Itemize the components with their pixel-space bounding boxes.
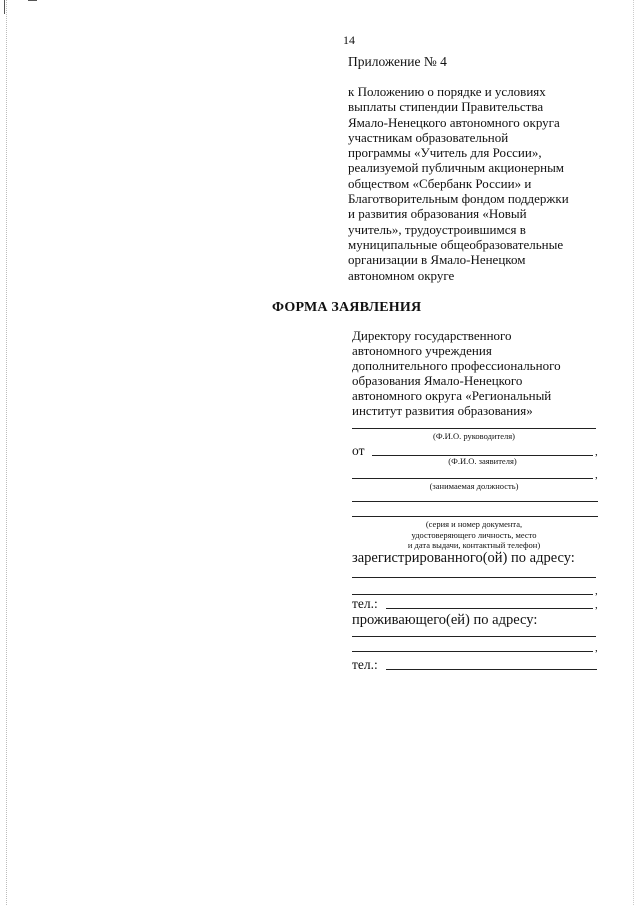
appendix-line: программы «Учитель для России», <box>348 145 542 161</box>
addressee-line: автономного округа «Региональный <box>352 388 552 403</box>
head-name-caption: (Ф.И.О. руководителя) <box>433 431 515 441</box>
phone-label-1: тел.: <box>352 596 378 611</box>
appendix-line: реализуемой публичным акционерным <box>348 160 565 176</box>
scan-edge-left <box>6 0 8 905</box>
page-number: 14 <box>343 33 355 47</box>
appendix-description <box>348 84 603 283</box>
document-field-line-2[interactable] <box>352 516 598 517</box>
applicant-name-caption: (Ф.И.О. заявителя) <box>448 456 517 466</box>
document-caption-line: (серия и номер документа, <box>425 519 523 529</box>
from-label: от <box>352 443 365 458</box>
addressee-block <box>352 328 561 418</box>
document-field-line-1[interactable] <box>352 501 598 502</box>
scan-mark-top <box>28 0 37 1</box>
residing-address-label: проживающего(ей) по адресу: <box>352 612 538 628</box>
phone-label-2: тел.: <box>352 657 378 672</box>
appendix-line: муниципальные общеобразовательные <box>348 236 564 252</box>
appendix-title: Приложение № 4 <box>348 54 447 69</box>
registered-address-field-2[interactable] <box>352 594 593 595</box>
phone-comma-1: , <box>595 599 598 611</box>
registered-address-field-1[interactable] <box>352 577 596 578</box>
addressee-line: образования Ямало-Ненецкого <box>352 373 523 388</box>
registered-address-label: зарегистрированного(ой) по адресу: <box>352 550 575 566</box>
position-comma: , <box>595 469 598 481</box>
scan-mark-left <box>4 0 5 14</box>
appendix-line: организации в Ямало-Ненецком <box>348 252 526 268</box>
appendix-line: Ямало-Ненецкого автономного округа <box>348 114 560 130</box>
scan-edge-right <box>633 0 635 905</box>
residing-address-comma: , <box>595 642 598 654</box>
position-caption: (занимаемая должность) <box>429 481 519 491</box>
addressee-line: институт развития образования» <box>352 403 533 418</box>
addressee-line: Директору государственного <box>352 328 512 343</box>
position-field[interactable] <box>352 478 593 479</box>
appendix-line: обществом «Сбербанк России» и <box>348 175 532 191</box>
phone-field-2[interactable] <box>386 669 597 670</box>
appendix-line: автономном округе <box>348 267 455 283</box>
document-caption-line: и дата выдачи, контактный телефон) <box>407 540 541 550</box>
appendix-line: и развития образования «Новый <box>348 206 527 222</box>
appendix-line: выплаты стипендии Правительства <box>348 99 544 115</box>
residing-address-field-2[interactable] <box>352 651 593 652</box>
appendix-line: к Положению о порядке и условиях <box>348 84 546 99</box>
applicant-comma: , <box>595 446 598 458</box>
registered-address-comma: , <box>595 585 598 597</box>
head-name-field[interactable] <box>352 428 596 429</box>
addressee-line: дополнительного профессионального <box>352 358 561 373</box>
addressee-line: автономного учреждения <box>352 343 492 358</box>
appendix-line: учитель», трудоустроившимся в <box>348 221 526 237</box>
form-title: ФОРМА ЗАЯВЛЕНИЯ <box>272 300 422 315</box>
phone-field-1[interactable] <box>386 608 593 609</box>
document-caption-line: удостоверяющего личность, место <box>411 529 537 540</box>
appendix-line: участникам образовательной <box>348 129 509 145</box>
residing-address-field-1[interactable] <box>352 636 596 637</box>
document-caption <box>352 519 596 551</box>
appendix-line: Благотворительным фондом поддержки <box>348 191 569 207</box>
